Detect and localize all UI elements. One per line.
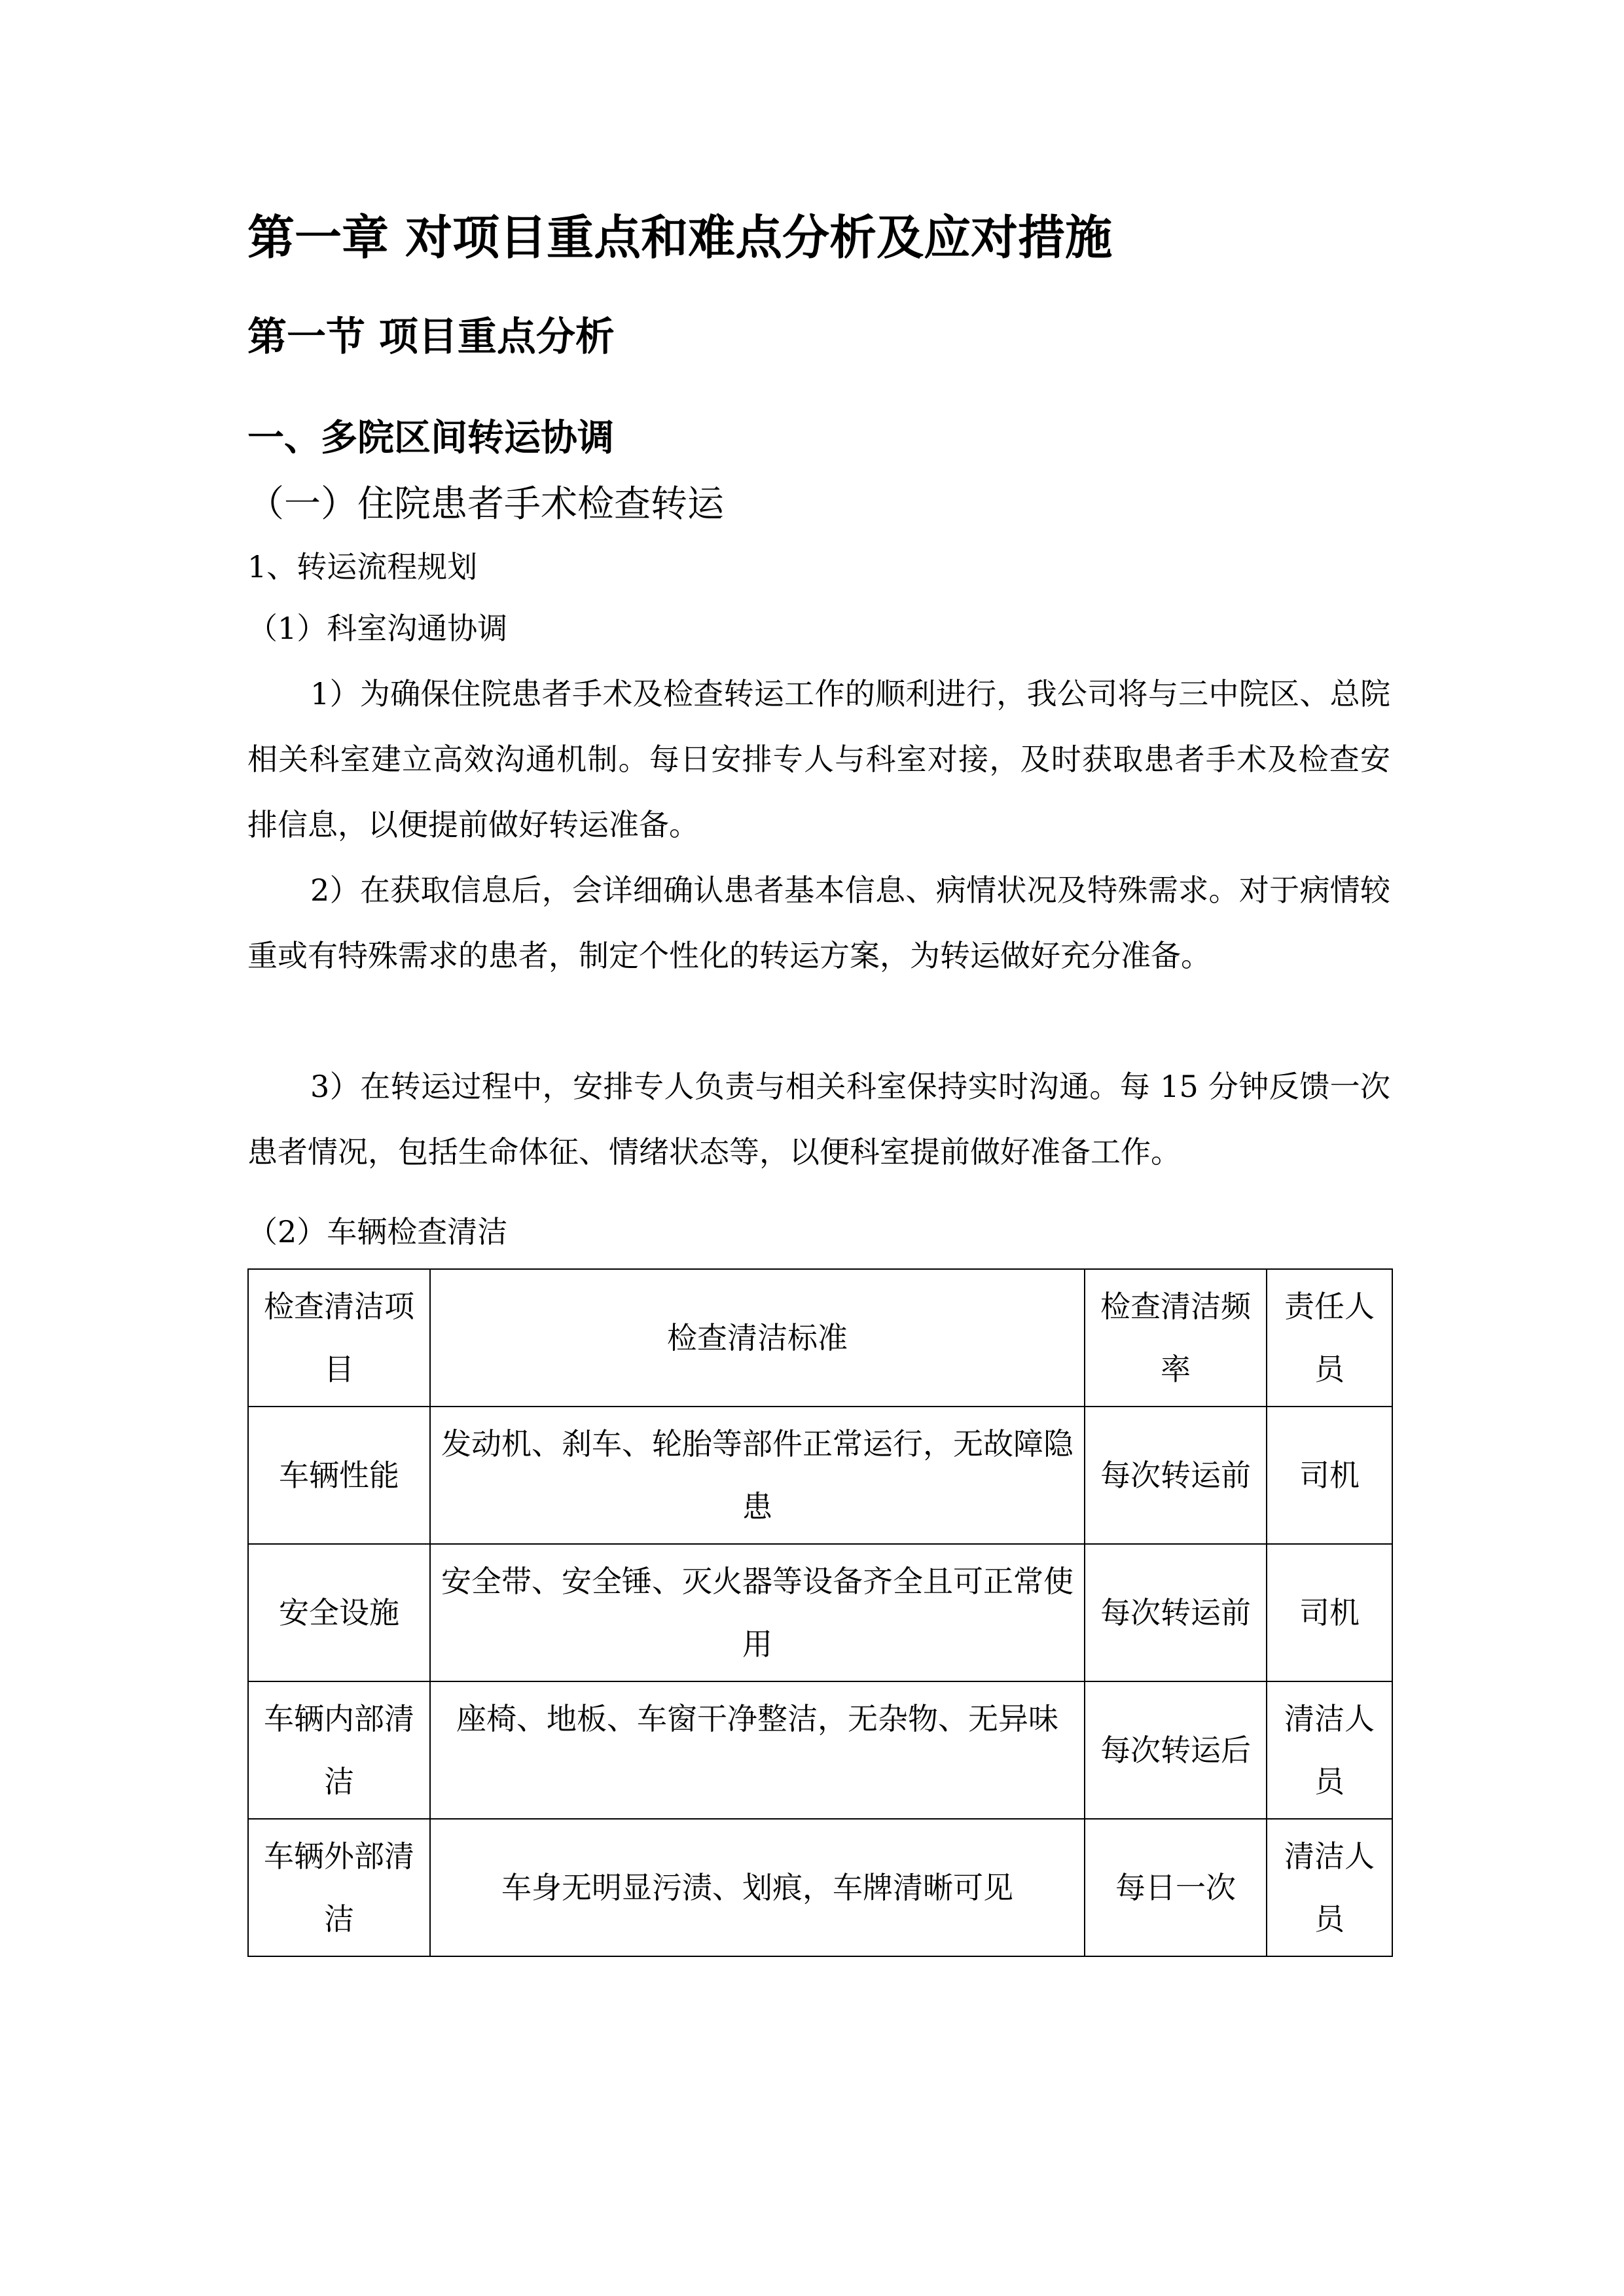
header-frequency: 检查清洁频率 <box>1085 1269 1267 1407</box>
table-cell-item: 车辆外部清洁 <box>248 1819 430 1956</box>
table-cell-responsible: 清洁人员 <box>1267 1681 1392 1819</box>
table-row <box>248 1681 1392 1819</box>
table-cell-frequency: 每日一次 <box>1085 1819 1267 1956</box>
subitem-vehicle-title: （2）车辆检查清洁 <box>247 1214 508 1249</box>
vehicle-check-table <box>247 1268 1393 1957</box>
header-responsible: 责任人员 <box>1267 1269 1392 1407</box>
item-title: 1、转运流程规划 <box>247 549 478 584</box>
table-cell-responsible: 司机 <box>1267 1407 1392 1544</box>
table-row <box>248 1544 1392 1681</box>
paragraph-3: 3）在转运过程中，安排专人负责与相关科室保持实时沟通。每 15 分钟反馈一次患者情况，包括生命体征、情绪状态等，以便科室提前做好准备工作。 <box>247 1069 1390 1170</box>
table-cell-standard: 座椅、地板、车窗干净整洁，无杂物、无异味 <box>430 1681 1085 1819</box>
subitem-communication-title: （1）科室沟通协调 <box>247 611 508 646</box>
chapter-title: 第一章 对项目重点和难点分析及应对措施 <box>247 210 1113 265</box>
table-cell-item: 车辆内部清洁 <box>248 1681 430 1819</box>
paragraph-1: 1）为确保住院患者手术及检查转运工作的顺利进行，我公司将与三中院区、总院相关科室建立高效沟通机制。每日安排专人与科室对接，及时获取患者手术及检查安排信息，以便提前做好转运准备。 <box>247 676 1390 842</box>
table-cell-standard: 安全带、安全锤、灭火器等设备齐全且可正常使用 <box>430 1544 1085 1681</box>
table-row <box>248 1407 1392 1544</box>
table-cell-item: 车辆性能 <box>248 1407 430 1544</box>
subsection-title: 一、多院区间转运协调 <box>247 417 614 459</box>
table-cell-frequency: 每次转运前 <box>1085 1407 1267 1544</box>
header-item: 检查清洁项目 <box>248 1269 430 1407</box>
table-cell-standard: 车身无明显污渍、划痕，车牌清晰可见 <box>430 1819 1085 1956</box>
table-cell-frequency: 每次转运后 <box>1085 1681 1267 1819</box>
table-cell-responsible: 清洁人员 <box>1267 1819 1392 1956</box>
table-header-row <box>248 1269 1392 1407</box>
table-cell-item: 安全设施 <box>248 1544 430 1681</box>
table-row <box>248 1819 1392 1956</box>
table-cell-frequency: 每次转运前 <box>1085 1544 1267 1681</box>
sub-subsection-title: （一）住院患者手术检查转运 <box>247 483 724 526</box>
header-standard: 检查清洁标准 <box>430 1269 1085 1407</box>
table-cell-standard: 发动机、刹车、轮胎等部件正常运行，无故障隐患 <box>430 1407 1085 1544</box>
section-title: 第一节 项目重点分析 <box>247 314 615 360</box>
table-cell-responsible: 司机 <box>1267 1544 1392 1681</box>
paragraph-2: 2）在获取信息后，会详细确认患者基本信息、病情状况及特殊需求。对于病情较重或有特殊需求的患者，制定个性化的转运方案，为转运做好充分准备。 <box>247 872 1390 973</box>
